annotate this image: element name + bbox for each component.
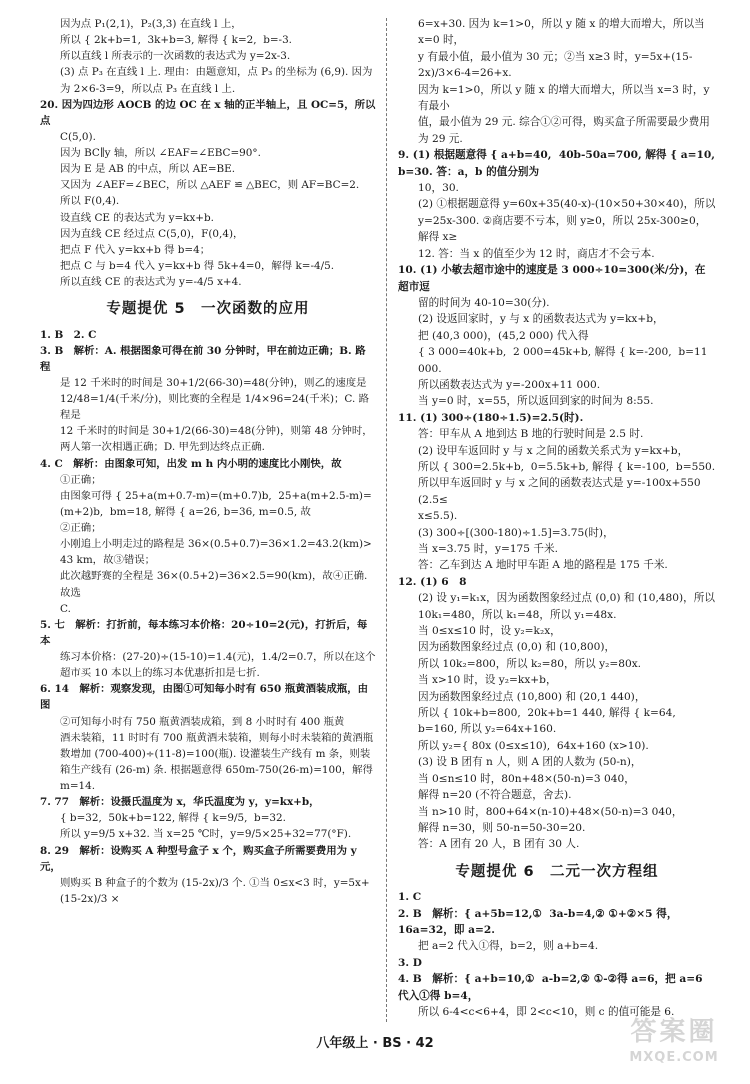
answer-line: 1. C: [398, 891, 422, 904]
answer-line: 所以 10k₂=800，所以 k₂=80，所以 y₂=80x.: [418, 657, 642, 670]
answer-line: 3. D: [398, 956, 422, 969]
answer-line: 当 y=0 时，x=55，所以返回到家的时间为 8:55.: [418, 395, 654, 408]
answer-line: 6. 14 解析：观察发现，由图①可知每小时有 650 瓶黄酒装成瓶，由图: [40, 683, 369, 712]
answer-line: 4. B 解析：{ a+b=10,① a-b=2,② ①-②得 a=6，把 a=6 代入①得 b=4，: [398, 973, 707, 1002]
answer-line: 2. B 解析：{ a+5b=12,① 3a-b=4,② ①+②×5 得，16a=32，即 a=2.: [398, 907, 678, 936]
answer-line: 超市买 10 本以上的练习本优惠折扣是七折.: [60, 667, 260, 680]
answer-line: (2) 设甲车返回时 y 与 x 之间的函数关系式为 y=kx+b，: [418, 444, 689, 457]
answer-line: (3) 设 B 团有 n 人，则 A 团的人数为 (50-n)，: [418, 756, 642, 769]
answer-line: ①正确；: [60, 473, 102, 486]
answer-line: C(5,0).: [60, 130, 96, 143]
answer-line: 11. (1) 300÷(180÷1.5)=2.5(时).: [398, 411, 584, 424]
answer-line: 当 x>10 时，设 y₂=kx+b，: [418, 674, 557, 687]
answer-line: 因为直线 CE 经过点 C(5,0)，F(0,4)，: [60, 227, 244, 240]
answer-line: (2) 设 y₁=k₁x，因为函数图象经过点 (0,0) 和 (10,480)，所以: [418, 592, 715, 605]
answer-line: 酒未装箱，11 时时有 700 瓶黄酒未装箱，则每小时未装箱的黄酒瓶: [60, 731, 374, 744]
watermark-url: MXQE.COM: [629, 1050, 719, 1065]
answer-line: 7. 77 解析：设摄氏温度为 x，华氏温度为 y，y=kx+b，: [40, 796, 320, 809]
column-divider: [386, 18, 387, 1022]
answer-line: m=14.: [60, 780, 96, 793]
answer-line: 4. C 解析：由图象可知，出发 m h 内小明的速度比小刚快，故: [40, 457, 342, 470]
answer-line: 12 千米时的时间是 30+1/2(66-30)=48(分钟)，则第 48 分钟时，: [60, 425, 373, 438]
answer-line: 43 km，故③错误；: [60, 554, 156, 567]
answer-line: x≤5.5).: [418, 510, 458, 523]
right-column: [398, 16, 723, 1020]
answer-line: 当 n>10 时，800+64×(n-10)+48×(50-n)=3 040，: [418, 805, 683, 818]
answer-line: 所以直线 l 所表示的一次函数的表达式为 y=2x-3.: [60, 50, 291, 63]
answer-line: 当 0≤n≤10 时，80n+48×(50-n)=3 040，: [418, 772, 635, 785]
answer-line: 所以 { 2k+b=1, 3k+b=3, 解得 { k=2, b=-3.: [60, 34, 292, 47]
answer-line: (3) 300÷[(300-180)÷1.5]=3.75(时)，: [418, 526, 614, 539]
answer-line: 小刚追上小明走过的路程是 36×(0.5+0.7)=36×1.2=43.2(km)>: [60, 538, 372, 551]
answer-line: 练习本价格：(27-20)÷(15-10)=1.4(元)，1.4/2=0.7，所以在这个: [60, 651, 376, 664]
answer-line: 答：甲车从 A 地到达 B 地的行驶时间是 2.5 时.: [418, 428, 644, 441]
answer-line: 为 29 元.: [418, 132, 463, 145]
answer-line: 当 0≤x≤10 时，设 y₂=k₂x，: [418, 625, 561, 638]
section-heading: 专题提优 5 一次函数的应用: [106, 301, 310, 318]
answer-line: 解得 n=20 (不符合题意，舍去).: [418, 789, 572, 802]
answer-line: 因为 k=1>0，所以 y 随 x 的增大而增大，所以当 x=3 时，y 有最小: [418, 83, 713, 113]
answer-line: 当 x=3.75 时，y=175 千米.: [418, 543, 558, 555]
answer-line: ②正确；: [60, 522, 102, 535]
answer-line: 因为点 P₁(2,1)，P₂(3,3) 在直线 l 上，: [60, 18, 242, 30]
answer-line: 10，30.: [418, 182, 459, 195]
answer-line: 把 (40,3 000)，(45,2 000) 代入得: [418, 329, 589, 342]
answer-line: 20. 因为四边形 AOCB 的边 OC 在 x 轴的正半轴上，且 OC=5，所以点: [40, 98, 376, 127]
answer-line: (3) 点 P₃ 在直线 l 上. 理由：由题意知，点 P₃ 的坐标为 (6,9). 因为: [60, 66, 373, 79]
answer-line: 答：乙车到达 A 地时甲车距 A 地的路程是 175 千米.: [418, 559, 668, 572]
answer-line: 所以 6-4<c<6+4，即 2<c<10，则 c 的值可能是 6.: [418, 1006, 675, 1019]
answer-line: 10. (1) 小敏去超市途中的速度是 3 000÷10=300(米/分)，在超市逗: [398, 264, 706, 293]
answer-line: 10k₁=480，所以 k₁=48，所以 y₁=48x.: [418, 608, 617, 621]
answer-line: 所以函数表达式为 y=-200x+11 000.: [418, 378, 601, 391]
answer-line: 所以甲车返回时 y 与 x 之间的函数表达式是 y=-100x+550 (2.5≤: [418, 477, 704, 506]
answer-line: 所以 F(0,4).: [60, 195, 120, 208]
answer-line: { 3 000=40k+b, 2 000=45k+b, 解得 { k=-200, b=11 000.: [418, 346, 711, 375]
answer-line: 3. B 解析：A. 根据图象可得在前 30 分钟时，甲在前边正确；B. 路程: [40, 344, 366, 373]
answer-line: 设直线 CE 的表达式为 y=kx+b.: [60, 211, 214, 224]
answer-line: 所以直线 CE 的表达式为 y=-4/5 x+4.: [60, 276, 242, 288]
answer-line: 因为 E 是 AB 的中点，所以 AE=BE.: [60, 163, 236, 176]
watermark-logo: [604, 1016, 744, 1078]
answer-line: 把点 C 与 b=4 代入 y=kx+b 得 5k+4=0，解得 k=-4/5.: [60, 259, 335, 272]
answer-line: 9. (1) 根据题意得 { a+b=40, 40b-50a=700, 解得 { a=10, b=30. 答：a，b 的值分别为: [398, 149, 723, 178]
answer-line: (2) 设返回家时，y 与 x 的函数表达式为 y=kx+b，: [418, 313, 664, 326]
answer-line: 为 2×6-3=9，所以点 P₃ 在直线 l 上.: [60, 82, 236, 95]
answer-line: 留的时间为 40-10=30(分).: [418, 296, 550, 309]
answer-line: 由图象可得 { 25+a(m+0.7-m)=(m+0.7)b, 25+a(m+2.5-m)=(m+2)b, bm=18, 解得 { a=26, b=36, m=0.5, 故: [60, 489, 372, 518]
answer-line: 数增加 (700-400)÷(11-8)=100(瓶). 设灌装生产线有 m 条，则装: [60, 747, 371, 760]
answer-line: 12. 答：当 x 的值至少为 12 时，商店才不会亏本.: [418, 247, 655, 260]
page-footer: 八年级上 · BS · 42: [316, 1036, 434, 1051]
answer-line: 所以 { 300=2.5k+b, 0=5.5k+b, 解得 { k=-100, b=550.: [418, 460, 716, 473]
answer-line: y=25x-300. ②商店要不亏本，则 y≥0，所以 25x-300≥0，解得 x≥: [418, 214, 707, 244]
answer-line: 把 a=2 代入①得，b=2，则 a+b=4.: [418, 940, 599, 953]
answer-line: 又因为 ∠AEF=∠BEC，所以 △AEF ≌ △BEC，则 AF=BC=2.: [60, 179, 360, 192]
answer-line: 12. (1) 6 8: [398, 575, 467, 588]
answer-line: 12/48=1/4(千米/分)，则比赛的全程是 1/4×96=24(千米)；C. 路程是: [60, 393, 370, 422]
answer-line: (2) ①根据题意得 y=60x+35(40-x)-(10×50+30×40)，所以: [418, 198, 716, 211]
answer-line: C.: [60, 602, 71, 615]
answer-line: 因为函数图象经过点 (0,0) 和 (10,800)，: [418, 641, 616, 654]
watermark-text: 答案圈: [630, 1017, 718, 1047]
answer-line: 是 12 千米时的时间是 30+1/2(66-30)=48(分钟)，则乙的速度是: [60, 376, 367, 389]
answer-line: 因为 BC∥y 轴，所以 ∠EAF=∠EBC=90°.: [60, 147, 261, 159]
section-heading: 专题提优 6 二元一次方程组: [455, 863, 659, 880]
answer-line: ②可知每小时有 750 瓶黄酒装成箱，到 8 小时时有 400 瓶黄: [60, 715, 345, 728]
answer-line: 所以 { 10k+b=800, 20k+b=1 440, 解得 { k=64, b=160, 所以 y₂=64x+160.: [418, 707, 683, 736]
answer-line: 所以 y=9/5 x+32. 当 x=25 ℃时，y=9/5×25+32=77(°F).: [60, 828, 352, 841]
answer-line: 值，最小值为 29 元. 综合①②可得，购买盒子所需要最少费用: [418, 116, 710, 129]
answer-line: 则购买 B 种盒子的个数为 (15-2x)/3 个. ①当 0≤x<3 时，y=5x+(15-2x)/3 ×: [60, 876, 370, 905]
answer-line: 此次越野赛的全程是 36×(0.5+2)=36×2.5=90(km)，故④正确. 故选: [60, 570, 371, 599]
answer-line: 因为函数图象经过点 (10,800) 和 (20,1 440)，: [418, 690, 646, 703]
answer-line: y 有最小值，最小值为 30 元；②当 x≥3 时，y=5x+(15-2x)/3×6-4=26+x.: [418, 50, 693, 80]
answer-line: 5. 七 解析：打折前，每本练习本价格：20÷10=2(元)，打折后，每本: [40, 618, 368, 647]
answer-line: { b=32, 50k+b=122, 解得 { k=9/5, b=32.: [60, 812, 286, 825]
answer-line: 两人第一次相遇正确；D. 甲先到达终点正确.: [60, 441, 265, 454]
answer-line: 解得 n=30，则 50-n=50-30=20.: [418, 821, 586, 834]
answer-line: 把点 F 代入 y=kx+b 得 b=4；: [60, 243, 211, 256]
answer-line: 所以 y₂={ 80x (0≤x≤10), 64x+160 (x>10).: [418, 739, 649, 752]
answer-line: 1. B 2. C: [40, 328, 97, 341]
answer-line: 箱生产线有 (26-m) 条. 根据题意得 650m-750(26-m)=100，解得: [60, 763, 373, 776]
answer-line: 6=x+30. 因为 k=1>0，所以 y 随 x 的增大而增大，所以当 x=0 时，: [418, 18, 709, 47]
answer-line: 答：A 团有 20 人，B 团有 30 人.: [418, 838, 580, 851]
answer-line: 8. 29 解析：设购买 A 种型号盒子 x 个，购买盒子所需要费用为 y 元，: [40, 844, 361, 873]
left-column: [40, 16, 376, 907]
